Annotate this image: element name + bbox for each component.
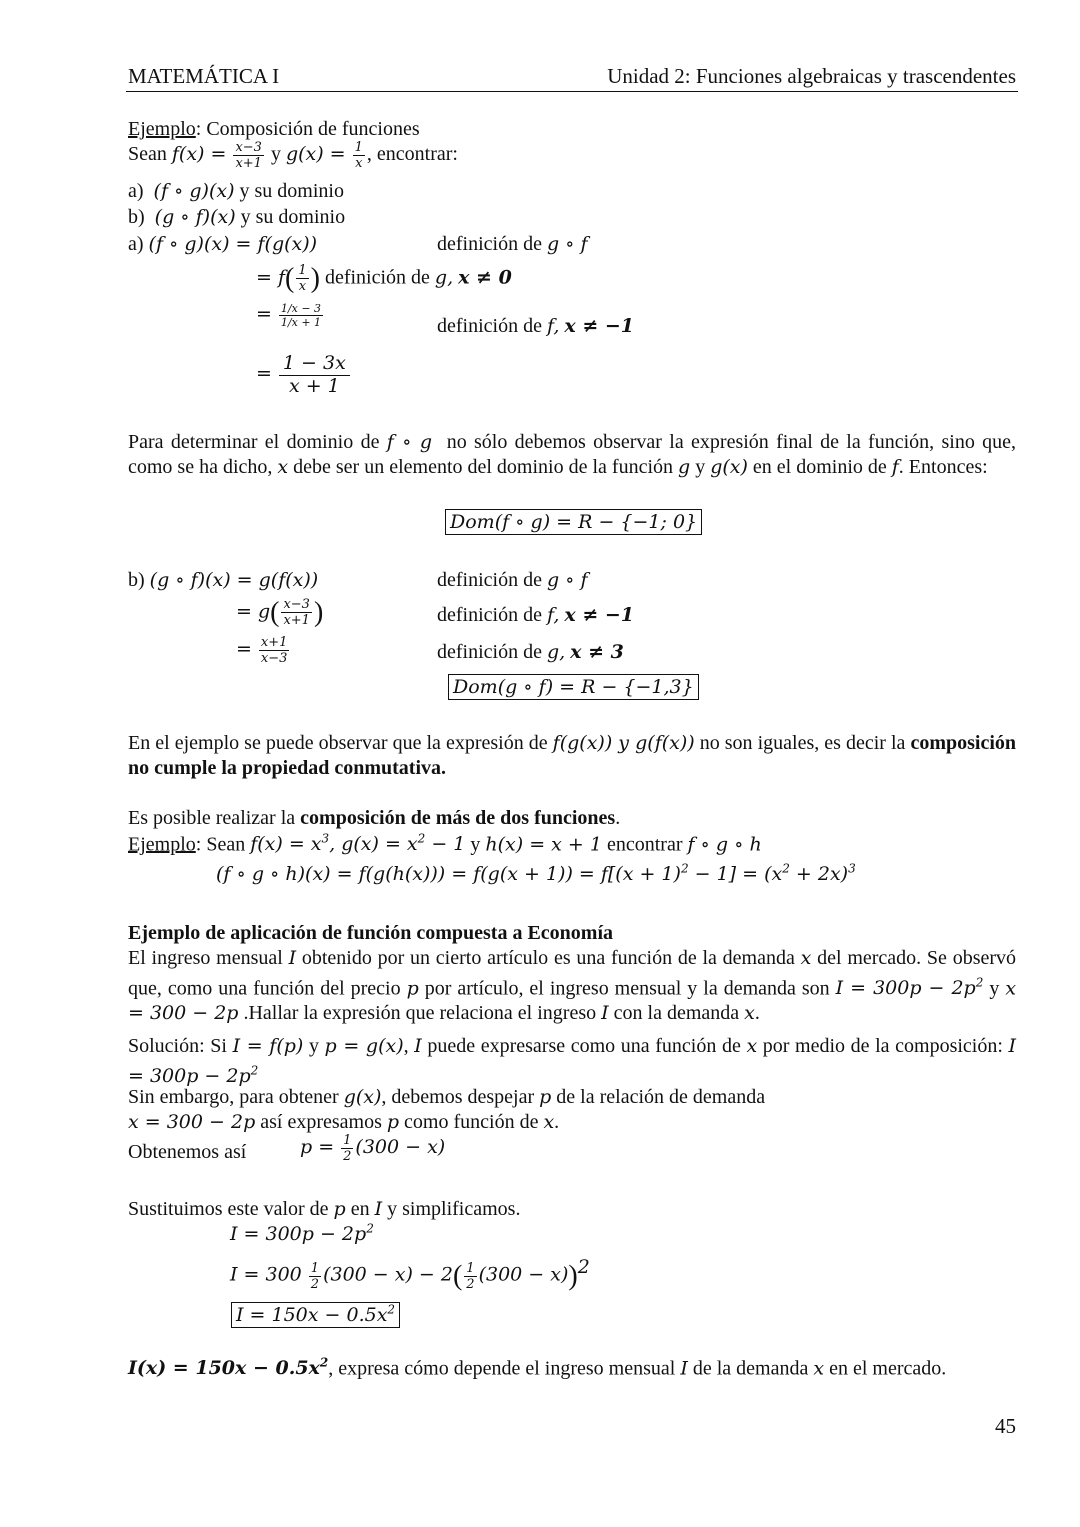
sustituimos-line: Sustituimos este valor de p en I y simplificamos. [128, 1198, 521, 1220]
income-eq-2: I = 300 $\frac{1}{2}$ (300 − x) − 2( $\frac{1}{2}$ (300 − x))$^2$ [230, 1256, 590, 1292]
header-unit-title: Unidad 2: Funciones algebraicas y trascendentes [607, 64, 1016, 88]
composition-more-paragraph: Es posible realizar la composición de más de dos funciones. [128, 807, 621, 829]
domain-gof-result: Dom(g ∘ f) = R − {−1,3} [448, 675, 699, 699]
example-title: Ejemplo: Composición de funciones [128, 118, 420, 140]
step-b1: b) (g ∘ f)(x) = g(f(x)) [128, 569, 319, 591]
income-eq-1: $I = 300p - 2p^2$ [230, 1222, 374, 1246]
page-number: 45 [995, 1414, 1016, 1438]
p-expression: p = $\frac{1}{2}$ (300 − x) [300, 1133, 446, 1164]
domain-fog-result: Dom(f ∘ g) = R − {−1; 0} [445, 510, 702, 534]
step-b3: = $\frac{x+1}{x-3}$ [236, 635, 288, 666]
fraction-f: $\frac{x-3}{x+1}$ [235, 140, 262, 171]
obtenemos-line: Obtenemos así [128, 1141, 247, 1163]
item-b: b) (g ∘ f)(x) y su dominio [128, 206, 346, 228]
commutative-paragraph: En el ejemplo se puede observar que la expresión de f(g(x)) y g(f(x)) no son iguales, es decir la composición no cumple la propiedad conmutativa. [128, 732, 1017, 779]
step-b3-reason: definición de g, x ≠ 3 [437, 641, 624, 663]
step-b2: = g( $\frac{x-3}{x+1}$ ) [236, 597, 324, 629]
item-a: a) (f ∘ g)(x) y su dominio [128, 180, 344, 202]
step-a1: a) (f ∘ g)(x) = f(g(x)) [128, 233, 318, 255]
header-course-title: MATEMÁTICA I [128, 64, 280, 88]
fraction-g: $\frac{1}{x}$ [354, 140, 363, 171]
three-composition-equation: (f ∘ g ∘ $h)(x) = f(g(h(x))) = f(g(x + 1)) = f[(x + 1)^2 - 1] = (x^2 + 2x)^3$ [216, 862, 856, 886]
step-b2-reason: definición de f, x ≠ −1 [437, 604, 634, 626]
step-b1-reason: definición de g ∘ f [437, 569, 588, 591]
demand-relation-line: x = 300 − 2p así expresamos p como función de x. [128, 1111, 560, 1133]
domain-paragraph: Para determinar el dominio de f ∘ g no sólo debemos observar la expresión final de la función, sino que, como se ha dicho, x debe ser un elemento del dominio de la función g y g(x) en el dominio de f. Entonces: [128, 431, 1017, 478]
header-divider [126, 91, 1018, 92]
step-a2: = f( $\frac{1}{x}$ ) definición de g, x ≠ 0 [256, 263, 512, 295]
step-a4: = $\frac{1 - 3x}{x + 1}$ [256, 354, 352, 396]
economy-statement: El ingreso mensual I obtenido por un cierto artículo es una función de la demanda x del mercado. Se observó que, como una función del precio p por artículo, el ingreso mensual y la demanda son $I = 300p - 2p^2$ y x = 300 − 2p .Hallar la expresión que relaciona el ingreso I con la demanda x. [128, 947, 1017, 1025]
solution-paragraph: Solución: Si I = f(p) y p = g(x), I puede expresarse como una función de x por medio de la composición: $I = 300p - 2p^2$ [128, 1035, 1017, 1088]
step-a1-reason: definición de g ∘ f [437, 233, 588, 255]
example-three-functions: Ejemplo: Sean $f(x) = x^3$, $g(x) = x^2 - 1$ y h(x) = x + 1 encontrar f ∘ g ∘ h [128, 832, 762, 856]
example-statement: Sean f(x) = $\frac{x-3}{x+1}$ y g(x) = $\frac{1}{x}$ , encontrar: [128, 140, 458, 171]
income-eq-3: $I = 150x - 0.5x^2$ [231, 1303, 400, 1327]
final-statement: $I(x) = 150x - 0.5x^2$, expresa cómo depende el ingreso mensual I de la demanda x en el mercado. [128, 1356, 947, 1380]
sin-embargo-line: Sin embargo, para obtener g(x), debemos despejar p de la relación de demanda [128, 1086, 766, 1108]
economy-title: Ejemplo de aplicación de función compuesta a Economía [128, 922, 614, 944]
step-a3: = $\frac{1/x - 3}{1/x + 1}$ [256, 301, 322, 329]
step-a3-reason: definición de f, x ≠ −1 [437, 315, 634, 337]
